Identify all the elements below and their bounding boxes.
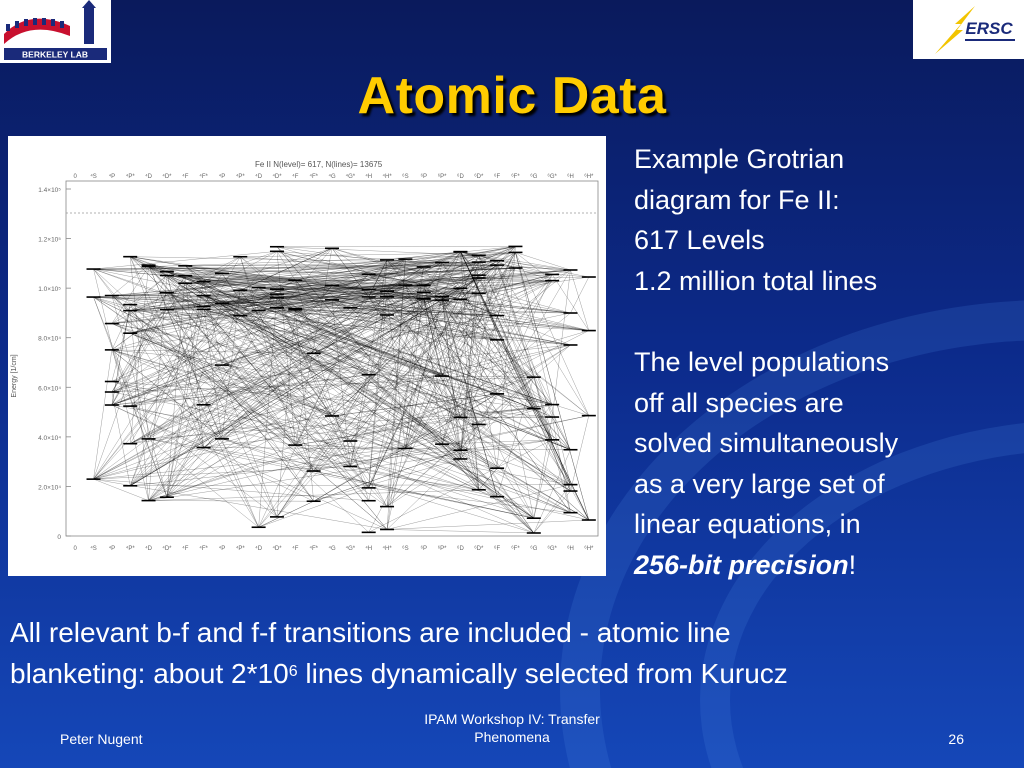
top-axis-label: ⁴F* — [199, 174, 208, 180]
top-axis-label: ⁴S — [90, 174, 97, 180]
y-tick-label: 0 — [57, 534, 61, 541]
bottom-text-post: lines dynamically selected from Kurucz — [297, 658, 788, 689]
top-axis-label: ⁶H* — [584, 174, 594, 180]
bottom-axis-label: ⁶G* — [547, 546, 557, 552]
side-text-line: Example Grotrian — [634, 144, 845, 174]
side-text-line: linear equations, in — [634, 509, 861, 539]
top-axis-label: ⁶H — [567, 174, 574, 180]
top-axis-label: ⁴H — [365, 174, 373, 180]
bottom-axis-label: ⁴P* — [125, 546, 135, 552]
top-axis-label: ⁴G — [328, 174, 336, 180]
top-axis-label: ⁶S — [402, 174, 409, 180]
bottom-axis-label: ⁶H — [567, 546, 574, 552]
bottom-axis-label: ⁶D* — [474, 546, 484, 552]
top-axis-label: ⁶F* — [511, 174, 520, 180]
bottom-axis-label: ⁴D* — [162, 546, 172, 552]
top-axis-label: ⁴P* — [125, 174, 135, 180]
slide-title: Atomic Data — [357, 67, 667, 125]
footer-event-line: IPAM Workshop IV: Transfer — [424, 711, 600, 727]
y-tick-label: 6.0×10⁴ — [38, 385, 61, 393]
grotrian-diagram-figure — [8, 136, 606, 576]
side-text-line: solved simultaneously — [634, 428, 899, 458]
bottom-axis-label: ⁴F* — [199, 546, 208, 552]
bottom-axis-label: ⁴P — [108, 546, 116, 552]
nersc-logo — [913, 0, 1024, 59]
top-axis-label: ⁶P — [420, 174, 427, 180]
top-axis-label: ⁶G* — [547, 174, 557, 180]
top-axis-label: ⁴G* — [345, 174, 356, 180]
side-text-line: 617 Levels — [634, 225, 765, 255]
top-axis-label: ⁶F — [494, 174, 501, 180]
bottom-axis-label: ⁴F — [292, 546, 299, 552]
top-axis-label: ⁶D — [457, 174, 464, 180]
footer-author: Peter Nugent — [60, 731, 143, 747]
bottom-axis-label: ⁴H* — [382, 546, 392, 552]
top-axis-label: ⁴P — [218, 174, 226, 180]
y-tick-label: 1.2×10⁵ — [38, 236, 61, 244]
grotrian-diagram — [8, 136, 606, 576]
top-axis-label: ⁶P* — [437, 174, 447, 180]
bottom-axis-label: ⁴F* — [309, 546, 318, 552]
nersc-lightning-icon — [913, 0, 1024, 59]
side-text-line: as a very large set of — [634, 468, 885, 499]
top-axis-label: ⁴D — [145, 174, 153, 180]
bottom-axis-label: ⁴F — [182, 546, 189, 552]
side-text-line: 1.2 million total lines — [634, 265, 878, 296]
bottom-text-line: All relevant b-f and f-f transitions are included - atomic line — [10, 617, 731, 648]
berkeley-lab-logo — [0, 0, 111, 63]
bottom-axis-label: ⁶D — [457, 546, 464, 552]
y-tick-label: 1.4×10⁵ — [38, 187, 61, 194]
top-axis-label: ⁴F — [182, 174, 189, 180]
footer-event-line: Phenomena — [474, 729, 550, 745]
bottom-axis-label: ⁴G — [328, 546, 336, 552]
y-tick-label: 2.0×10⁴ — [38, 484, 61, 492]
top-axis-label: ⁴D — [255, 174, 263, 180]
top-axis-label: 0 — [73, 174, 77, 180]
top-axis-label: ⁴D* — [272, 174, 282, 180]
bottom-axis-label: ⁴H — [365, 546, 373, 552]
side-text-line: off all species are — [634, 387, 844, 418]
bottom-axis-label: ⁴D — [255, 546, 263, 552]
exponent: 6 — [288, 663, 298, 680]
top-axis-label: ⁴F — [292, 174, 299, 180]
top-axis-label: ⁴F* — [309, 174, 318, 180]
side-text-block — [634, 139, 1014, 585]
svg-text:ERSC: ERSC — [965, 19, 1013, 38]
bottom-axis-label: ⁶F* — [511, 546, 520, 552]
figure-ylabel: Energy [1/cm] — [11, 354, 18, 398]
bottom-axis-label: ⁴G* — [345, 546, 356, 552]
bottom-axis-label: ⁴D* — [272, 546, 282, 552]
top-axis-label: ⁴P — [108, 174, 116, 180]
bottom-axis-label: ⁶H* — [584, 546, 594, 552]
figure-header: Fe II N(level)= 617, N(lines)= 13675 — [255, 160, 383, 169]
paragraph-gap — [634, 301, 1014, 342]
exclamation: ! — [848, 549, 857, 580]
bottom-text-pre: blanketing: about 2*10 — [10, 658, 289, 689]
side-text-line-emphasis — [634, 545, 1014, 586]
svg-text:BERKELEY LAB: BERKELEY LAB — [22, 49, 88, 60]
precision-emphasis: 256-bit precision — [634, 549, 849, 580]
top-axis-label: ⁴D* — [162, 174, 172, 180]
bottom-axis-label: ⁴P — [218, 546, 226, 552]
y-tick-label: 4.0×10⁴ — [38, 434, 61, 442]
bottom-axis-label: ⁶P* — [437, 546, 447, 552]
bottom-axis-label: ⁶G — [530, 546, 538, 552]
bottom-axis-label: ⁶S — [402, 546, 409, 552]
bottom-text-line — [10, 653, 1010, 694]
y-tick-label: 1.0×10⁵ — [38, 286, 61, 294]
bottom-axis-label: ⁴P* — [235, 546, 245, 552]
top-axis-label: ⁴P* — [235, 174, 245, 180]
top-axis-label: ⁴H* — [382, 174, 392, 180]
bottom-axis-label: ⁴D — [145, 546, 153, 552]
page-number: 26 — [948, 731, 964, 747]
top-axis-label: ⁶D* — [474, 174, 484, 180]
side-text-line: diagram for Fe II: — [634, 184, 840, 215]
bottom-text-block — [10, 612, 1010, 694]
bottom-axis-label: ⁶F — [494, 546, 501, 552]
footer-event — [380, 710, 644, 746]
top-axis-label: ⁶G — [530, 174, 538, 180]
y-tick-label: 8.0×10⁴ — [38, 335, 61, 343]
bottom-axis-label: ⁶P — [420, 546, 427, 552]
bottom-axis-label: 0 — [73, 546, 77, 552]
bottom-axis-label: ⁴S — [90, 546, 97, 552]
side-text-line: The level populations — [634, 347, 890, 377]
berkeley-lab-emblem-icon — [0, 0, 111, 63]
